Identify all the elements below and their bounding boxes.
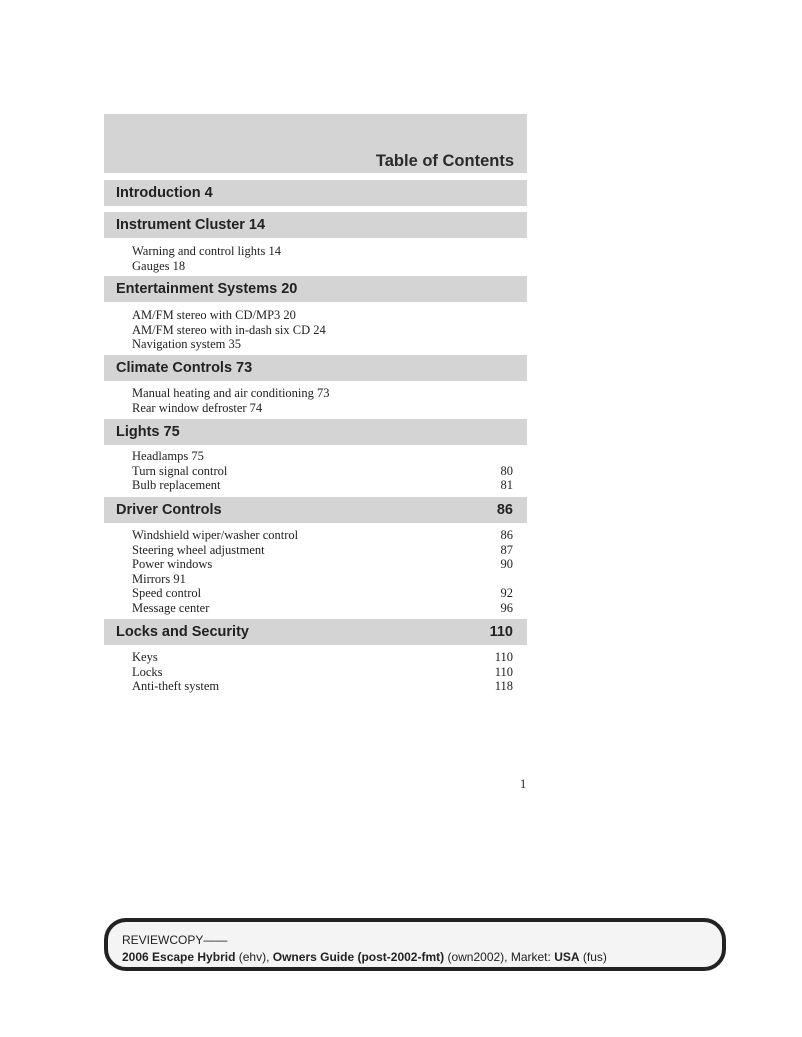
section-title: Entertainment Systems 20: [116, 281, 298, 297]
section-heading-lights: [104, 419, 527, 445]
toc-item-page: 90: [500, 557, 513, 571]
footer-market: USA: [554, 950, 580, 964]
toc-item-page: 92: [500, 586, 513, 600]
toc-item: [132, 323, 513, 338]
toc-item-page: 96: [500, 600, 513, 615]
toc-item: [132, 449, 513, 464]
toc-item-label: Rear window defroster 74: [132, 400, 263, 415]
section-heading-introduction: [104, 180, 527, 206]
section-title: Lights 75: [116, 424, 180, 440]
section-heading-locks-and-security: [104, 619, 527, 645]
footer-separator: ,: [266, 950, 273, 964]
toc-item: [132, 308, 513, 323]
toc-item: [132, 464, 513, 479]
toc-header-band: [104, 114, 527, 173]
footer-separator: ,: [504, 950, 511, 964]
section-title: Locks and Security: [116, 624, 249, 640]
section-title: Driver Controls: [116, 502, 222, 518]
toc-item: [132, 679, 513, 694]
toc-item-label: Turn signal control: [132, 463, 228, 478]
footer-market-label: Market:: [510, 950, 555, 964]
toc-item-label: Warning and control lights 14: [132, 244, 281, 258]
toc-item-label: Keys: [132, 650, 158, 664]
toc-item-page: 86: [500, 528, 513, 542]
toc-item-label: Locks: [132, 664, 163, 679]
section-title: Instrument Cluster 14: [116, 217, 266, 233]
toc-item-label: Manual heating and air conditioning 73: [132, 386, 330, 400]
toc-item-label: AM/FM stereo with in-dash six CD 24: [132, 322, 326, 337]
footer-model-code: (ehv): [235, 950, 267, 964]
toc-item-label: Mirrors 91: [132, 571, 186, 586]
page-number: 1: [520, 777, 527, 791]
footer-guide-code: (own2002): [444, 950, 505, 964]
toc-item-page: 80: [500, 463, 513, 478]
toc-item-label: Anti-theft system: [132, 679, 220, 693]
section-page: 110: [489, 624, 513, 640]
review-copy-footer: [104, 918, 726, 971]
footer-model: 2006 Escape Hybrid: [122, 950, 236, 964]
section-heading-entertainment-systems: [104, 276, 527, 302]
section-title: Introduction 4: [116, 185, 213, 201]
toc-item: [132, 478, 513, 493]
toc-item: [132, 543, 513, 558]
toc-item: [132, 665, 513, 680]
toc-item: [132, 401, 513, 416]
toc-item-page: 81: [500, 478, 513, 492]
toc-item-label: Gauges 18: [132, 258, 186, 273]
toc-item-page: 110: [494, 650, 513, 664]
footer-document-info: [122, 950, 607, 964]
toc-item: [132, 601, 513, 616]
toc-item-label: AM/FM stereo with CD/MP3 20: [132, 308, 296, 322]
toc-item: [132, 259, 513, 274]
section-page: 86: [496, 502, 513, 518]
footer-guide: Owners Guide (post-2002-fmt): [272, 950, 445, 964]
section-heading-driver-controls: [104, 497, 527, 523]
toc-item: [132, 586, 513, 601]
section-heading-instrument-cluster: [104, 212, 527, 238]
toc-item-label: Message center: [132, 600, 210, 615]
toc-item: [132, 337, 513, 352]
toc-item: [132, 386, 513, 401]
toc-item: [132, 528, 513, 543]
toc-item-label: Power windows: [132, 557, 213, 571]
toc-item: [132, 244, 513, 259]
footer-review-label: REVIEWCOPY——: [122, 933, 228, 947]
footer-market-code: (fus): [579, 950, 607, 964]
toc-item: [132, 572, 513, 587]
section-heading-climate-controls: [104, 355, 527, 381]
toc-item: [132, 557, 513, 572]
toc-item-label: Navigation system 35: [132, 337, 242, 351]
section-title: Climate Controls 73: [116, 360, 253, 376]
toc-item-label: Steering wheel adjustment: [132, 542, 265, 557]
toc-item-page: 110: [494, 664, 513, 679]
toc-item-label: Bulb replacement: [132, 478, 221, 492]
toc-item-label: Windshield wiper/washer control: [132, 528, 299, 542]
toc-item-page: 118: [494, 679, 513, 693]
page-title: Table of Contents: [375, 152, 514, 170]
toc-item-label: Speed control: [132, 586, 202, 600]
toc-item-page: 87: [500, 542, 513, 557]
toc-item-label: Headlamps 75: [132, 449, 204, 463]
toc-item: [132, 650, 513, 665]
